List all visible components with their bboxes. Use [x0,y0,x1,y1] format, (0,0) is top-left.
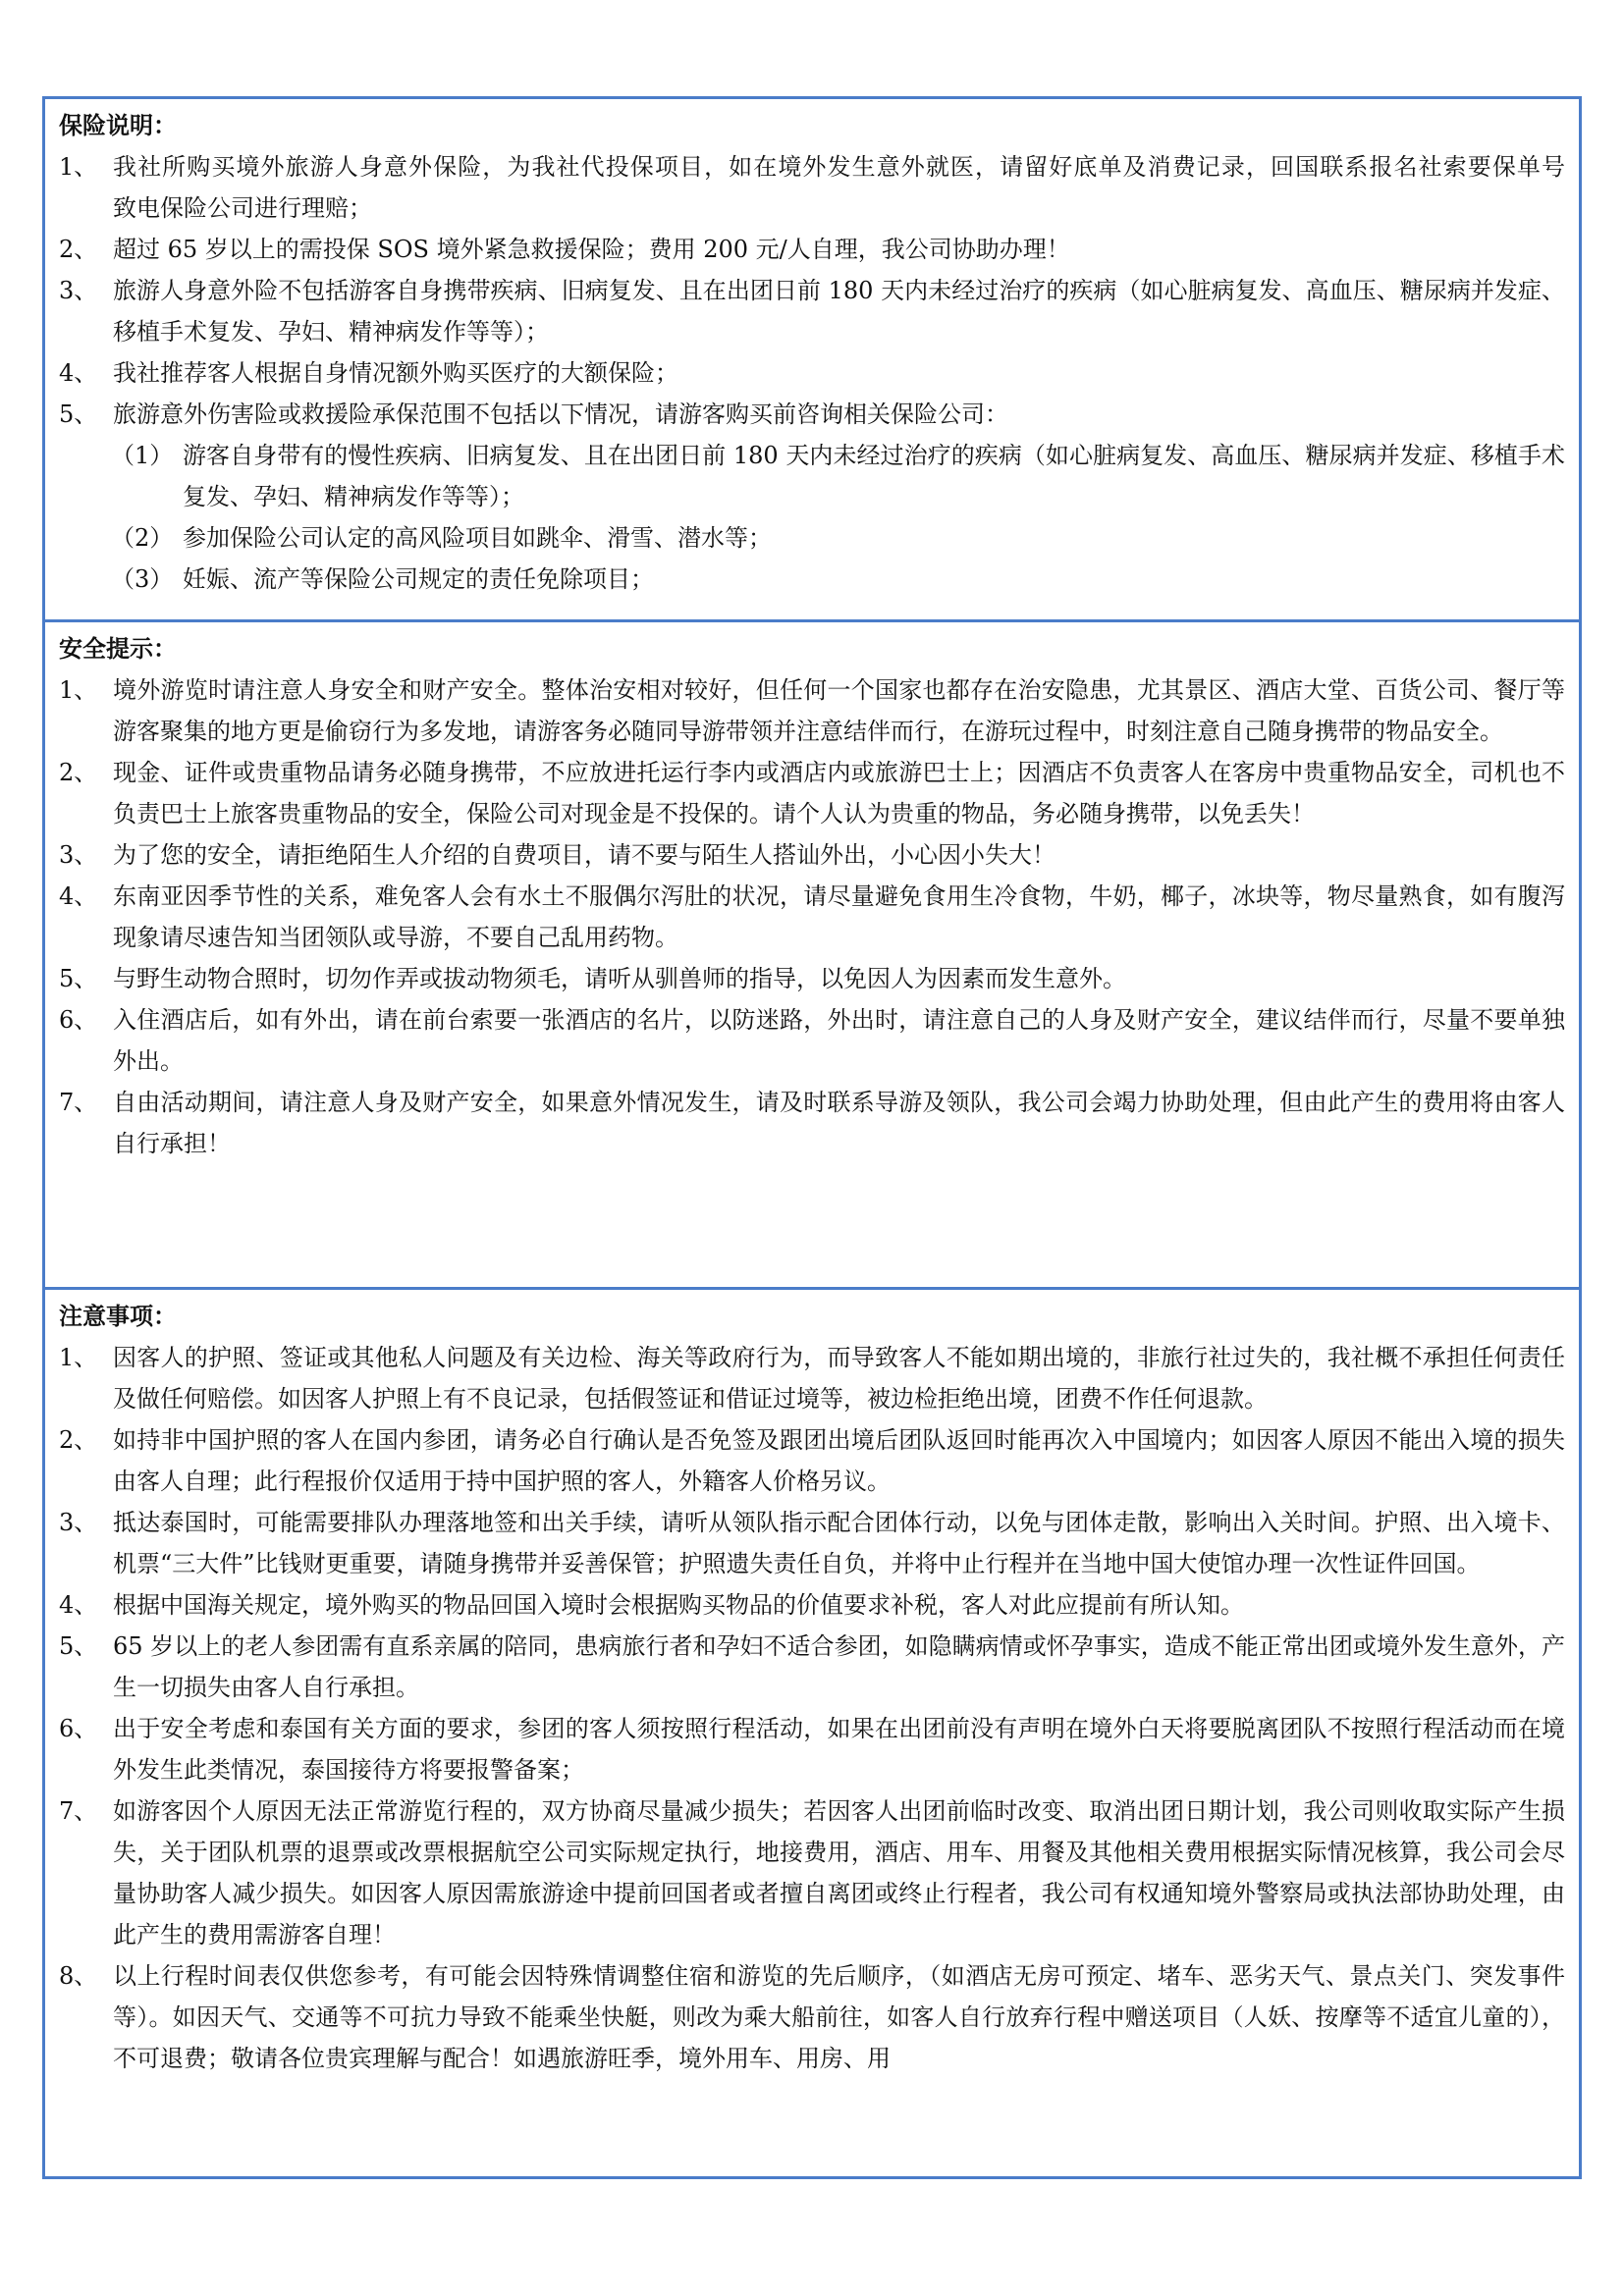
list-item [59,394,1565,435]
section-heading: 注意事项： [59,1303,177,1330]
item-number: 1、 [59,676,98,704]
list-item [59,1955,1565,2079]
item-text: 超过 65 岁以上的需投保 SOS 境外紧急救援保险；费用 200 元/人自理，我公司协助办理！ [113,236,1070,263]
item-number: 5、 [59,965,98,992]
list-item [59,752,1565,834]
sub-item-text: 参加保险公司认定的高风险项目如跳伞、滑雪、潜水等； [183,524,772,552]
item-text: 抵达泰国时，可能需要排队办理落地签和出关手续，请听从领队指示配合团体行动，以免与团体走散，影响出入关时间。护照、出入境卡、机票“三大件”比钱财更重要，请随身携带并妥善保管；护照遗失责任自负，并将中止行程并在当地中国大使馆办理一次性证件回国。 [113,1509,1565,1577]
item-text: 如游客因个人原因无法正常游览行程的，双方协商尽量减少损失；若因客人出团前临时改变、取消出团日期计划，我公司则收取实际产生损失，关于团队机票的退票或改票根据航空公司实际规定执行，地接费用，酒店、用车、用餐及其他相关费用根据实际情况核算，我公司会尽量协助客人减少损失。如因客人原因需旅游途中提前回国者或者擅自离团或终止行程者，我公司有权通知境外警察局或执法部协助处理，由此产生的费用需游客自理！ [113,1797,1565,1949]
item-text: 为了您的安全，请拒绝陌生人介绍的自费项目，请不要与陌生人搭讪外出，小心因小失大！ [113,841,1056,869]
item-number: 7、 [59,1797,98,1825]
list-item [59,1790,1565,1955]
item-number: 4、 [59,359,98,387]
sub-item-number: （1） [111,442,174,469]
list-item [59,1502,1565,1584]
item-text: 根据中国海关规定，境外购买的物品回国入境时会根据购买物品的价值要求补税，客人对此应提前有所认知。 [113,1591,1244,1619]
item-text: 以上行程时间表仅供您参考，有可能会因特殊情调整住宿和游览的先后顺序，（如酒店无房可预定、堵车、恶劣天气、景点关门、突发事件等）。如因天气、交通等不可抗力导致不能乘坐快艇，则改为乘大船前往，如客人自行放弃行程中赠送项目（人妖、按摩等不适宜儿童的），不可退费；敬请各位贵宾理解与配合！如遇旅游旺季，境外用车、用房、用 [113,1962,1565,2072]
list-item [59,146,1612,229]
item-text: 我社推荐客人根据自身情况额外购买医疗的大额保险； [113,359,678,387]
item-text: 因客人的护照、签证或其他私人问题及有关边检、海关等政府行为，而导致客人不能如期出境的，非旅行社过失的，我社概不承担任何责任及做任何赔偿。如因客人护照上有不良记录，包括假签证和借证过境等，被边检拒绝出境，团费不作任何退款。 [113,1344,1565,1413]
list-item [59,1419,1565,1502]
sub-list-item [59,435,1565,517]
insurance-section [45,99,1612,619]
list-item [59,270,1565,352]
item-text: 东南亚因季节性的关系，难免客人会有水土不服偶尔泻肚的状况，请尽量避免食用生冷食物，牛奶，椰子，冰块等，物尽量熟食，如有腹泻现象请尽速告知当团领队或导游，不要自己乱用药物。 [113,882,1565,951]
item-text: 现金、证件或贵重物品请务必随身携带，不应放进托运行李内或酒店内或旅游巴士上；因酒店不负责客人在客房中贵重物品安全，司机也不负责巴士上旅客贵重物品的安全，保险公司对现金是不投保的。请个人认为贵重的物品，务必随身携带，以免丢失！ [113,759,1565,828]
list-item [59,1584,1565,1626]
list-item [59,1626,1565,1708]
item-text: 入住酒店后，如有外出，请在前台索要一张酒店的名片，以防迷路，外出时，请注意自己的人身及财产安全，建议结伴而行，尽量不要单独外出。 [113,1006,1565,1075]
item-number: 3、 [59,277,98,304]
sub-list-item [59,517,1565,559]
item-text: 出于安全考虑和泰国有关方面的要求，参团的客人须按照行程活动，如果在出团前没有声明在境外白天将要脱离团队不按照行程活动而在境外发生此类情况，泰国接待方将要报警备案； [113,1715,1565,1784]
item-text: 旅游意外伤害险或救援险承保范围不包括以下情况，请游客购买前咨询相关保险公司： [113,400,1008,428]
list-item [59,229,1565,270]
list-item [59,876,1565,958]
sub-item-number: （3） [111,565,174,593]
sub-item-text: 妊娠、流产等保险公司规定的责任免除项目； [183,565,654,593]
item-number: 5、 [59,1632,98,1660]
item-number: 2、 [59,1426,98,1454]
item-number: 8、 [59,1962,98,1990]
list-item [59,999,1565,1082]
item-text: 自由活动期间，请注意人身及财产安全，如果意外情况发生，请及时联系导游及领队，我公司会竭力协助处理，但由此产生的费用将由客人自行承担！ [113,1089,1565,1157]
item-number: 1、 [59,1344,98,1371]
item-text: 65 岁以上的老人参团需有直系亲属的陪同，患病旅行者和孕妇不适合参团，如隐瞒病情或怀孕事实，造成不能正常出团或境外发生意外，产生一切损失由客人自行承担。 [113,1632,1565,1701]
safety-section [45,619,1579,1287]
item-text: 我社所购买境外旅游人身意外保险，为我社代投保项目，如在境外发生意外就医，请留好底单及消费记录，回国联系报名社索要保单号 致电保险公司进行理赔； [113,153,1612,222]
item-text: 如持非中国护照的客人在国内参团，请务必自行确认是否免签及跟团出境后团队返回时能再次入中国境内；如因客人原因不能出入境的损失由客人自理；此行程报价仅适用于持中国护照的客人，外籍客人价格另议。 [113,1426,1565,1495]
list-item [59,834,1565,876]
item-number: 3、 [59,1509,98,1536]
item-text: 旅游人身意外险不包括游客自身携带疾病、旧病复发、且在出团日前 180 天内未经过治疗的疾病（如心脏病复发、高血压、糖尿病并发症、移植手术复发、孕妇、精神病发作等等）； [113,277,1565,346]
sub-list-item [59,559,1565,600]
item-number: 2、 [59,236,98,263]
notice-section [45,1287,1579,2176]
item-number: 6、 [59,1715,98,1742]
list-item [59,1337,1565,1419]
list-item [59,1708,1565,1790]
item-number: 7、 [59,1089,98,1116]
section-heading: 保险说明： [59,112,177,139]
notes-frame [42,96,1612,2179]
item-number: 5、 [59,400,98,428]
item-number: 6、 [59,1006,98,1034]
list-item [59,958,1565,999]
section-heading: 安全提示： [59,635,177,663]
sub-item-text: 游客自身带有的慢性疾病、旧病复发、且在出团日前 180 天内未经过治疗的疾病（如心脏病复发、高血压、糖尿病并发症、移植手术复发、孕妇、精神病发作等等）； [183,442,1565,510]
item-number: 4、 [59,1591,98,1619]
item-number: 2、 [59,759,98,786]
list-item [59,1082,1565,1164]
list-item [59,352,1565,394]
item-number: 4、 [59,882,98,910]
item-text: 与野生动物合照时，切勿作弄或拔动物须毛，请听从驯兽师的指导，以免因人为因素而发生意外。 [113,965,1126,992]
list-item [59,669,1565,752]
item-text: 境外游览时请注意人身安全和财产安全。整体治安相对较好，但任何一个国家也都存在治安隐患，尤其景区、酒店大堂、百货公司、餐厅等游客聚集的地方更是偷窃行为多发地，请游客务必随同导游带领并注意结伴而行，在游玩过程中，时刻注意自己随身携带的物品安全。 [113,676,1565,745]
item-number: 1、 [59,153,98,181]
item-number: 3、 [59,841,98,869]
sub-item-number: （2） [111,524,174,552]
